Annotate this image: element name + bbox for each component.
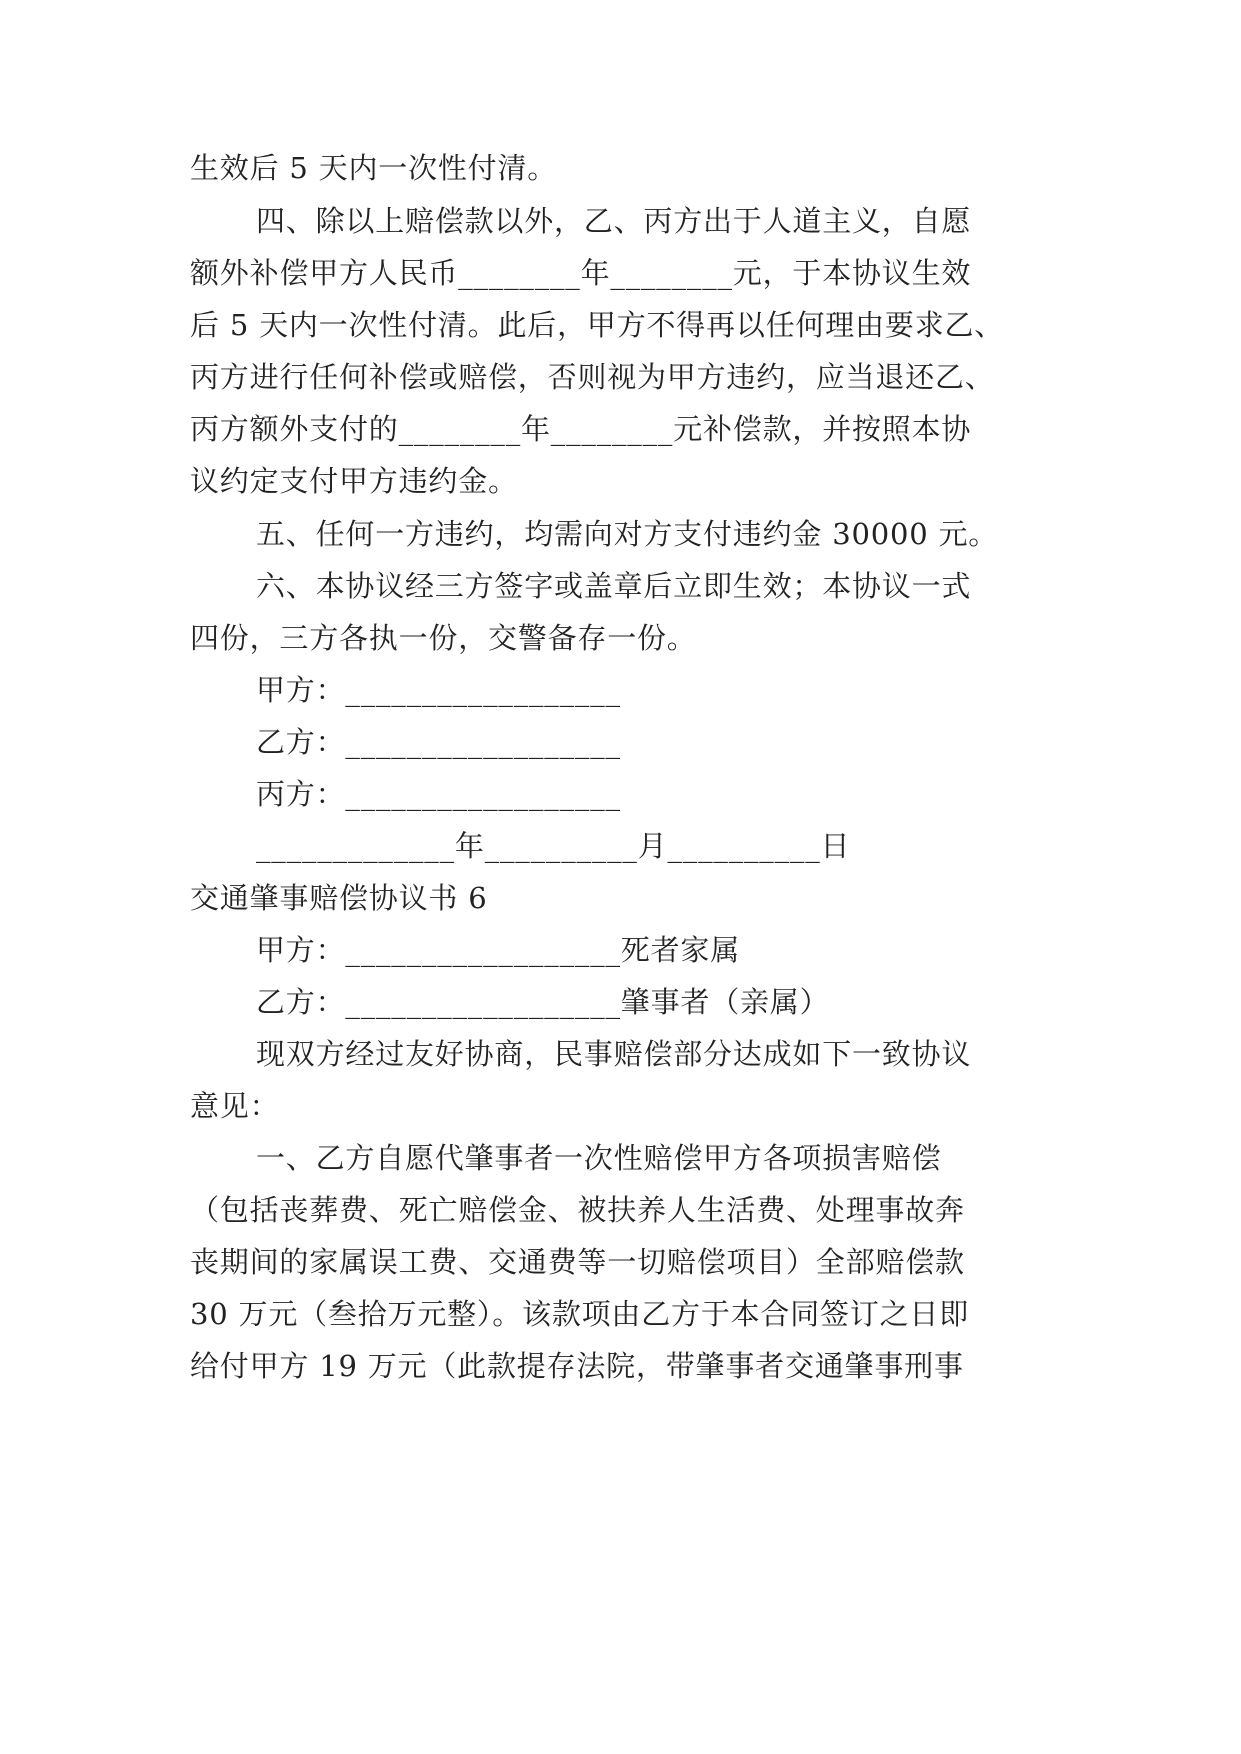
text-line: 一、乙方自愿代肇事者一次性赔偿甲方各项损害赔偿: [256, 1141, 942, 1175]
signature-line-party-b: 乙方：__________________: [256, 725, 621, 759]
signature-line-party-c: 丙方：__________________: [256, 777, 621, 811]
text-line: 现双方经过友好协商，民事赔偿部分达成如下一致协议: [256, 1037, 972, 1071]
text-line: 丧期间的家属误工费、交通费等一切赔偿项目）全部赔偿款: [190, 1245, 965, 1279]
text-line: 后 5 天内一次性付清。此后，甲方不得再以任何理由要求乙、: [190, 308, 1005, 342]
text-line: 议约定支付甲方违约金。: [190, 464, 518, 498]
text-line: 丙方进行任何补偿或赔偿，否则视为甲方违约，应当退还乙、: [190, 360, 995, 394]
text-line: 五、任何一方违约，均需向对方支付违约金 30000 元。: [256, 517, 999, 551]
text-line: 30 万元（叁拾万元整）。该款项由乙方于本合同签订之日即: [190, 1297, 970, 1331]
text-line: 给付甲方 19 万元（此款提存法院，带肇事者交通肇事刑事: [190, 1349, 964, 1383]
text-line: 生效后 5 天内一次性付清。: [190, 151, 558, 185]
text-line: （包括丧葬费、死亡赔偿金、被扶养人生活费、处理事故奔: [190, 1193, 965, 1227]
section-title: 交通肇事赔偿协议书 6: [190, 881, 488, 915]
text-line: 丙方额外支付的________年________元补偿款，并按照本协: [190, 412, 972, 446]
text-line: 四、除以上赔偿款以外，乙、丙方出于人道主义，自愿: [256, 204, 972, 238]
text-line: 六、本协议经三方签字或盖章后立即生效；本协议一式: [256, 569, 972, 603]
text-line: 额外补偿甲方人民币________年________元，于本协议生效: [190, 256, 972, 290]
text-line: 意见：: [190, 1089, 280, 1123]
signature-line-party-a: 甲方：__________________: [256, 673, 621, 707]
text-line: 四份，三方各执一份，交警备存一份。: [190, 621, 697, 655]
party-b-line: 乙方：__________________肇事者（亲属）: [256, 985, 830, 1019]
date-line: _____________年__________月__________日: [256, 829, 851, 863]
party-a-line: 甲方：__________________死者家属: [256, 933, 740, 967]
